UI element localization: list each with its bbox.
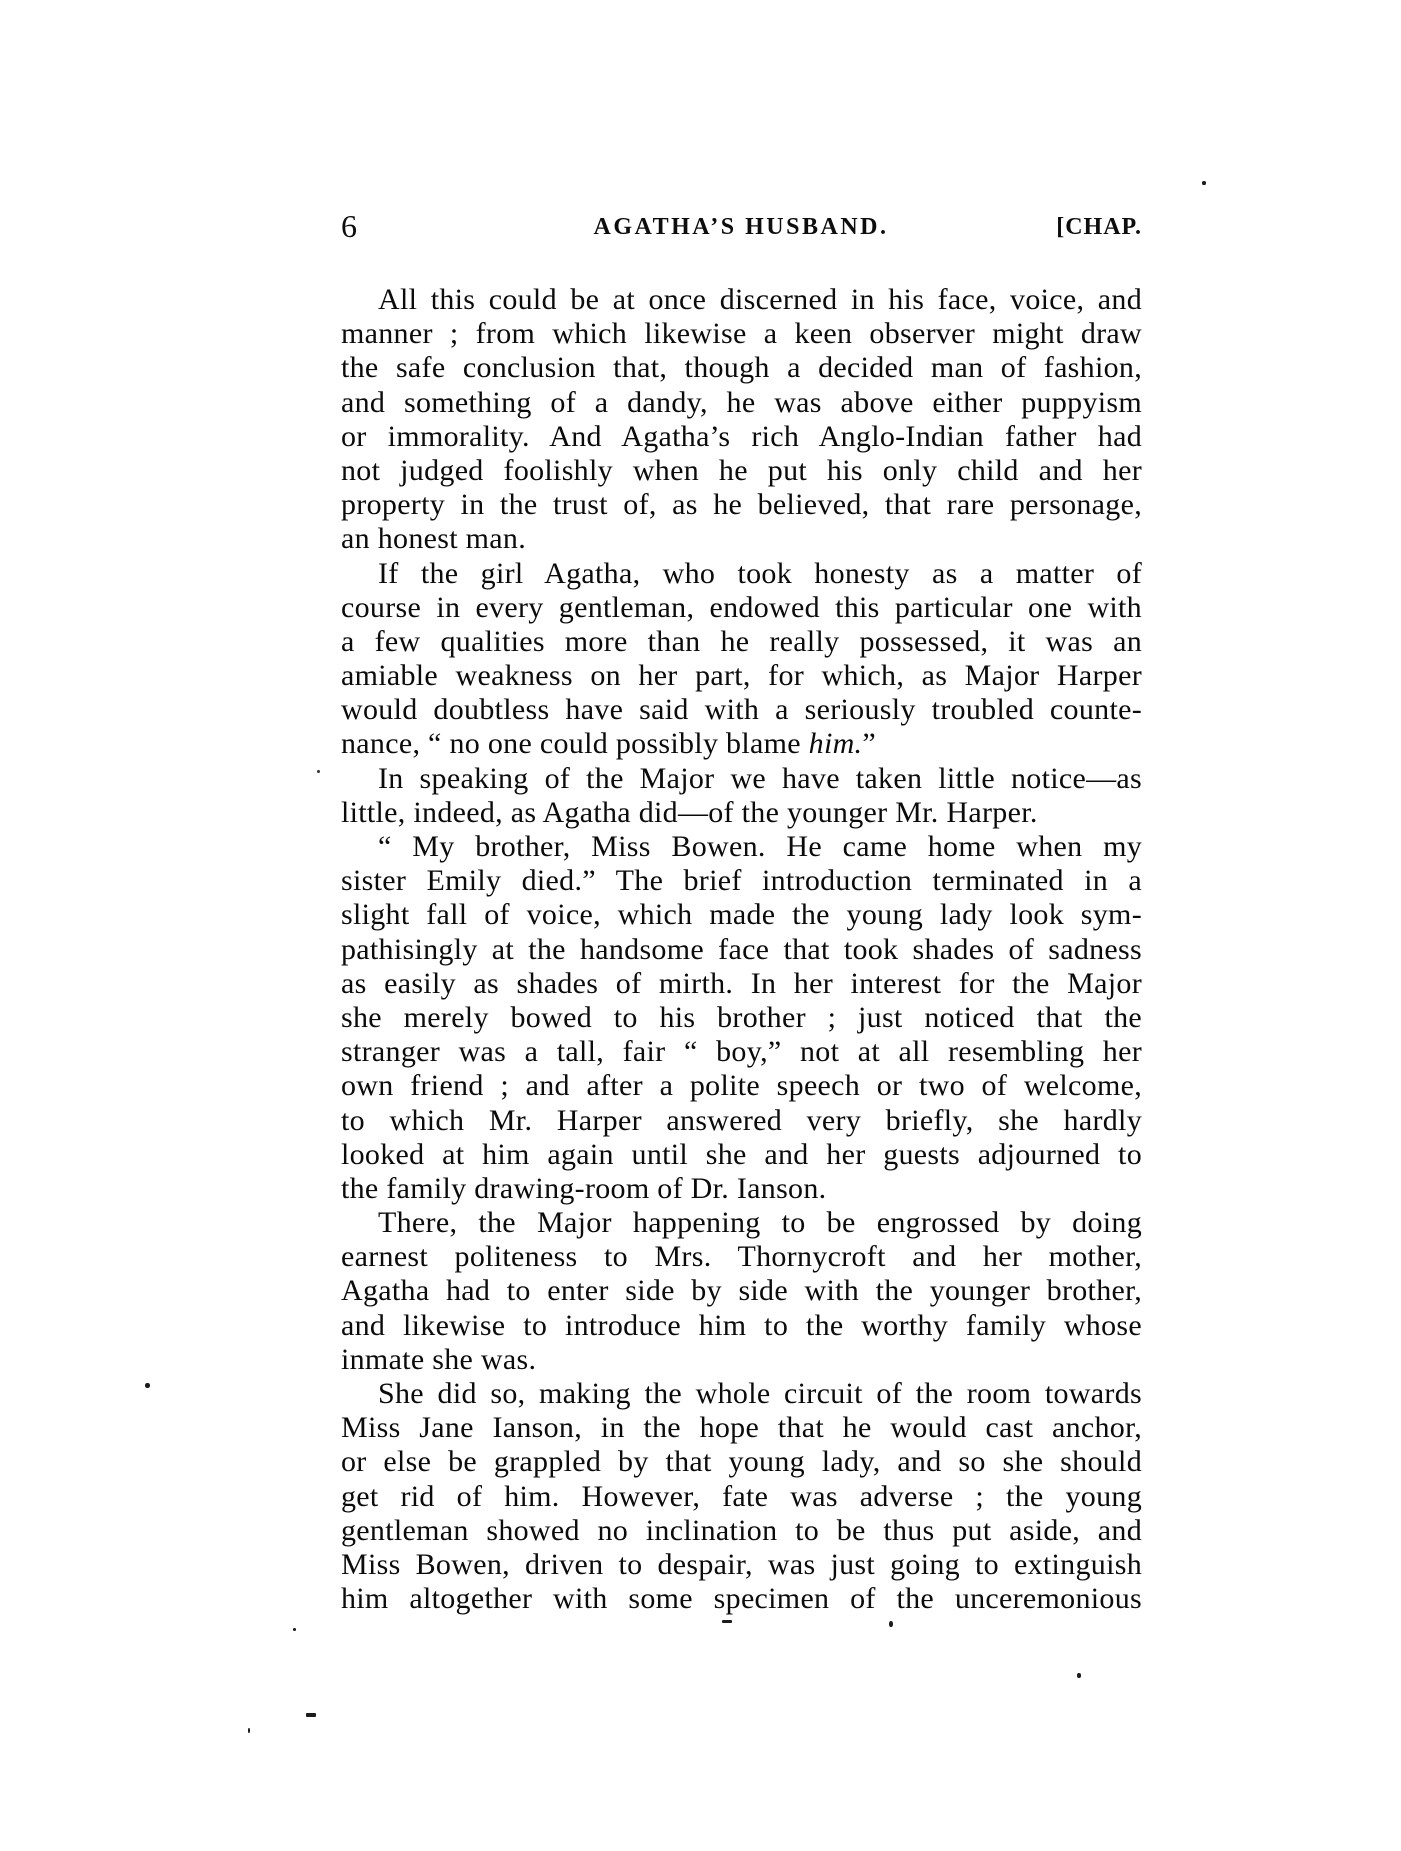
paragraph — [341, 762, 1142, 830]
paragraph — [341, 557, 1142, 762]
scan-speck — [1077, 1673, 1081, 1678]
text-line: an honest man. — [341, 522, 526, 556]
paragraph — [341, 1206, 1142, 1377]
text-line: she merely bowed to his brother ; just noticed that the — [341, 1000, 1142, 1034]
text-line: In speaking of the Major we have taken little notice—as — [378, 761, 1142, 795]
scan-speck — [889, 1621, 893, 1627]
text-line: looked at him again until she and her guests adjourned to — [341, 1137, 1142, 1171]
text-line: Agatha had to enter side by side with the younger brother, — [341, 1274, 1142, 1308]
scan-speck — [722, 1620, 732, 1623]
text-line: own friend ; and after a polite speech or two of welcome, — [341, 1069, 1142, 1103]
text-line: to which Mr. Harper answered very briefly, she hardly — [341, 1103, 1142, 1137]
text-line: get rid of him. However, fate was adverse ; the young — [341, 1479, 1142, 1513]
scan-speck — [145, 1383, 150, 1388]
text-line: as easily as shades of mirth. In her interest for the Major — [341, 966, 1142, 1000]
text-line: a few qualities more than he really possessed, it was an — [341, 624, 1142, 658]
text-line: If the girl Agatha, who took honesty as a matter of — [378, 556, 1142, 590]
running-title: AGATHA’S HUSBAND. — [593, 214, 889, 240]
text-line: gentleman showed no inclination to be thus put aside, and — [341, 1513, 1142, 1547]
text-line: “ My brother, Miss Bowen. He came home when my — [378, 830, 1142, 863]
text-line: little, indeed, as Agatha did—of the younger Mr. Harper. — [341, 795, 1038, 829]
text-line: slight fall of voice, which made the young lady look sym- — [341, 898, 1142, 932]
text-line: the family drawing-room of Dr. Ianson. — [341, 1171, 827, 1205]
text-line: and likewise to introduce him to the worthy family whose — [341, 1308, 1142, 1342]
text-line: and something of a dandy, he was above either puppyism — [341, 385, 1142, 419]
paragraph — [341, 283, 1142, 557]
scan-speck — [248, 1728, 250, 1733]
text-line: property in the trust of, as he believed, that rare personage, — [341, 488, 1142, 522]
paragraph — [341, 830, 1142, 1206]
text-line: Miss Jane Ianson, in the hope that he would cast anchor, — [341, 1411, 1142, 1445]
paragraph — [341, 1377, 1142, 1616]
text-line: inmate she was. — [341, 1342, 537, 1376]
text-line: All this could be at once discerned in his face, voice, and — [378, 283, 1142, 316]
text-line: the safe conclusion that, though a decided man of fashion, — [341, 351, 1142, 385]
chapter-marker: [CHAP. — [1056, 214, 1142, 240]
text-line: stranger was a tall, fair “ boy,” not at all resembling her — [341, 1035, 1142, 1069]
text-line: amiable weakness on her part, for which, as Major Harper — [341, 659, 1142, 693]
text-line: or immorality. And Agatha’s rich Anglo-Indian father had — [341, 419, 1142, 453]
scan-speck — [317, 770, 320, 773]
text-line: him altogether with some specimen of the unceremonious — [341, 1582, 1142, 1616]
text-line: Miss Bowen, driven to despair, was just going to extinguish — [341, 1547, 1142, 1581]
scan-speck — [1202, 181, 1206, 185]
scan-speck — [293, 1628, 296, 1631]
text-line: earnest politeness to Mrs. Thornycroft and her mother, — [341, 1240, 1142, 1274]
text-line: sister Emily died.” The brief introduction terminated in a — [341, 864, 1142, 898]
text-line: or else be grappled by that young lady, and so she should — [341, 1445, 1142, 1479]
scan-speck — [306, 1713, 316, 1717]
text-line: course in every gentleman, endowed this particular one with — [341, 590, 1142, 624]
text-line: not judged foolishly when he put his only child and her — [341, 453, 1142, 487]
text-line: would doubtless have said with a seriously troubled counte- — [341, 693, 1142, 727]
page-text — [341, 283, 1142, 1616]
text-line: She did so, making the whole circuit of the room towards — [378, 1377, 1142, 1410]
text-line: There, the Major happening to be engrossed by doing — [378, 1206, 1142, 1240]
text-line: manner ; from which likewise a keen observer might draw — [341, 317, 1142, 351]
text-line: nance, “ no one could possibly blame him.” — [341, 727, 876, 761]
page-number: 6 — [341, 208, 357, 244]
text-line: pathisingly at the handsome face that took shades of sadness — [341, 932, 1142, 966]
